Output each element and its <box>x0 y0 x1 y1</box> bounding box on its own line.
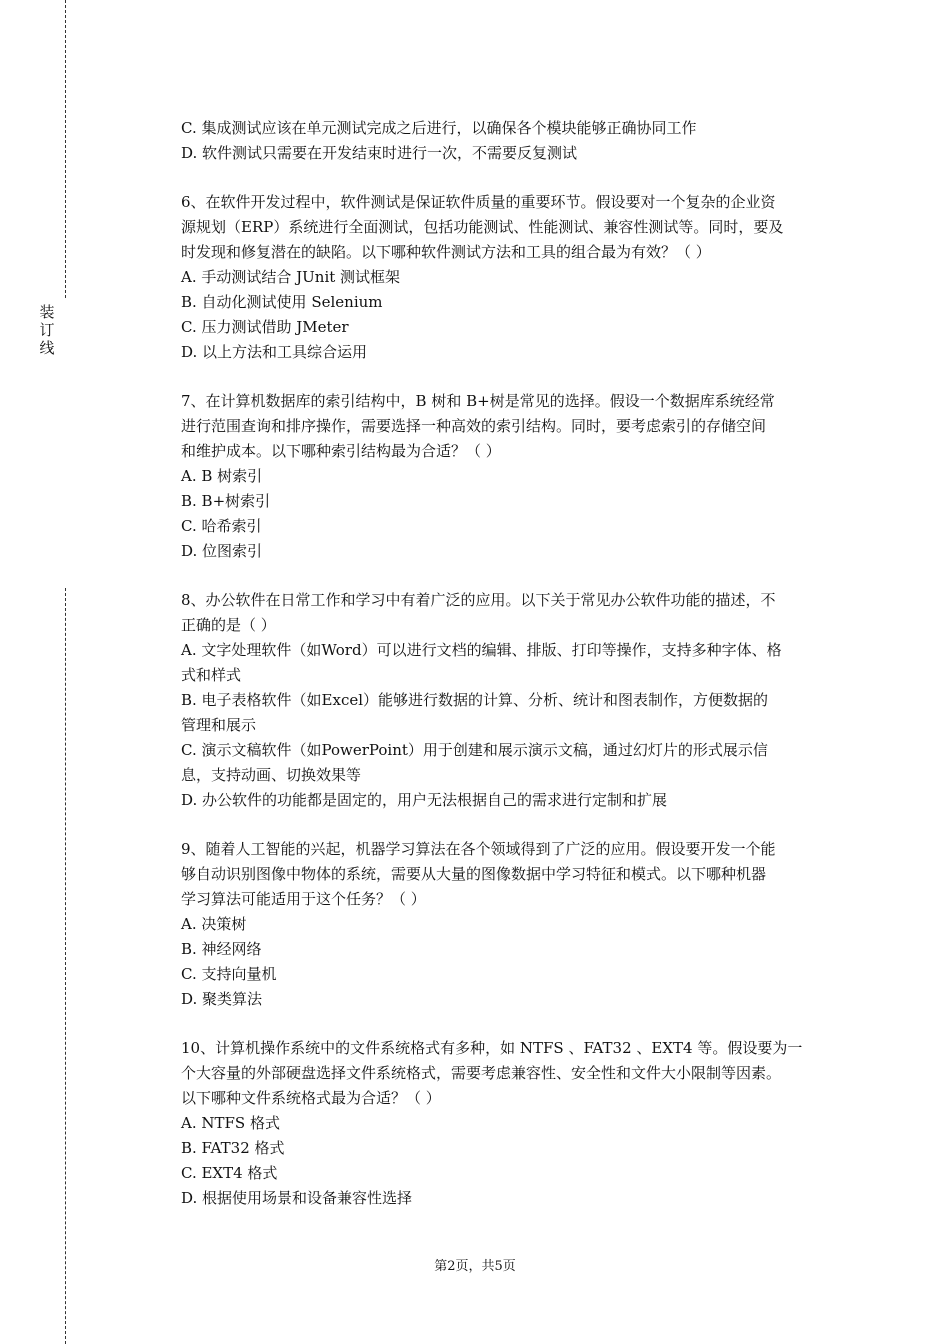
question-stem-line: 时发现和修复潜在的缺陷。以下哪种软件测试方法和工具的组合最为有效？（ ） <box>181 243 711 261</box>
option-c-continued: 息，支持动画、切换效果等 <box>181 766 362 784</box>
binding-dashed-line-bottom <box>65 588 66 1344</box>
page-number: 第2页，共5页 <box>434 1259 516 1274</box>
option-a-continued: 式和样式 <box>181 666 242 684</box>
option-b: B. FAT32 格式 <box>181 1139 285 1157</box>
question-stem-line: 够自动识别图像中物体的系统，需要从大量的图像数据中学习特征和模式。以下哪种机器 <box>181 865 767 883</box>
option-c: C. 哈希索引 <box>181 517 262 535</box>
binding-label <box>37 303 57 357</box>
question-stem-line: 正确的是（ ） <box>181 616 276 634</box>
option-c: C. 集成测试应该在单元测试完成之后进行，以确保各个模块能够正确协同工作 <box>181 119 697 137</box>
option-d: D. 软件测试只需要在开发结束时进行一次，不需要反复测试 <box>181 144 578 162</box>
question-stem-line: 个大容量的外部硬盘选择文件系统格式，需要考虑兼容性、安全性和文件大小限制等因素。 <box>181 1064 782 1082</box>
option-a: A. 文字处理软件（如Word）可以进行文档的编辑、排版、打印等操作，支持多种字体、格 <box>181 641 782 659</box>
option-b: B. 神经网络 <box>181 940 262 958</box>
question-10 <box>181 1036 841 1211</box>
question-stem-line: 以下哪种文件系统格式最为合适？（ ） <box>181 1089 441 1107</box>
option-d: D. 聚类算法 <box>181 990 263 1008</box>
option-b: B. 电子表格软件（如Excel）能够进行数据的计算、分析、统计和图表制作，方便数据的 <box>181 691 769 709</box>
option-a: A. 决策树 <box>181 915 247 933</box>
question-stem-line: 源规划（ERP）系统进行全面测试，包括功能测试、性能测试、兼容性测试等。同时，要及 <box>181 218 784 236</box>
question-stem-line: 7、在计算机数据库的索引结构中，B 树和 B+树是常见的选择。假设一个数据库系统经常 <box>181 392 775 410</box>
question-stem-line: 10、计算机操作系统中的文件系统格式有多种，如 NTFS 、FAT32 、EXT4 等。假设要为一 <box>181 1039 803 1057</box>
option-a: A. 手动测试结合 JUnit 测试框架 <box>181 268 401 286</box>
binding-label-char: 装 <box>39 303 55 321</box>
question-7 <box>181 389 841 564</box>
question-5-continuation <box>181 116 841 166</box>
question-6 <box>181 190 841 365</box>
option-d: D. 位图索引 <box>181 542 263 560</box>
option-b: B. 自动化测试使用 Selenium <box>181 293 383 311</box>
question-8 <box>181 588 841 813</box>
question-stem-line: 6、在软件开发过程中，软件测试是保证软件质量的重要环节。假设要对一个复杂的企业资 <box>181 193 776 211</box>
option-c: C. 支持向量机 <box>181 965 277 983</box>
option-a: A. NTFS 格式 <box>181 1114 280 1132</box>
option-d: D. 以上方法和工具综合运用 <box>181 343 368 361</box>
binding-label-char: 线 <box>39 339 55 357</box>
question-stem-line: 进行范围查询和排序操作，需要选择一种高效的索引结构。同时，要考虑索引的存储空间 <box>181 417 767 435</box>
option-c: C. EXT4 格式 <box>181 1164 278 1182</box>
binding-label-char: 订 <box>39 321 55 339</box>
option-d: D. 根据使用场景和设备兼容性选择 <box>181 1189 413 1207</box>
option-c: C. 演示文稿软件（如PowerPoint）用于创建和展示演示文稿，通过幻灯片的形式展示信 <box>181 741 768 759</box>
question-stem-line: 9、随着人工智能的兴起，机器学习算法在各个领域得到了广泛的应用。假设要开发一个能 <box>181 840 776 858</box>
option-c: C. 压力测试借助 JMeter <box>181 318 349 336</box>
option-d: D. 办公软件的功能都是固定的，用户无法根据自己的需求进行定制和扩展 <box>181 791 668 809</box>
binding-dashed-line-top <box>65 0 66 298</box>
question-stem-line: 8、办公软件在日常工作和学习中有着广泛的应用。以下关于常见办公软件功能的描述，不 <box>181 591 776 609</box>
option-b: B. B+树索引 <box>181 492 271 510</box>
option-a: A. B 树索引 <box>181 467 263 485</box>
question-stem-line: 和维护成本。以下哪种索引结构最为合适？（ ） <box>181 442 501 460</box>
option-b-continued: 管理和展示 <box>181 716 257 734</box>
question-9 <box>181 837 841 1012</box>
question-content <box>181 116 841 1211</box>
question-stem-line: 学习算法可能适用于这个任务？（ ） <box>181 890 426 908</box>
